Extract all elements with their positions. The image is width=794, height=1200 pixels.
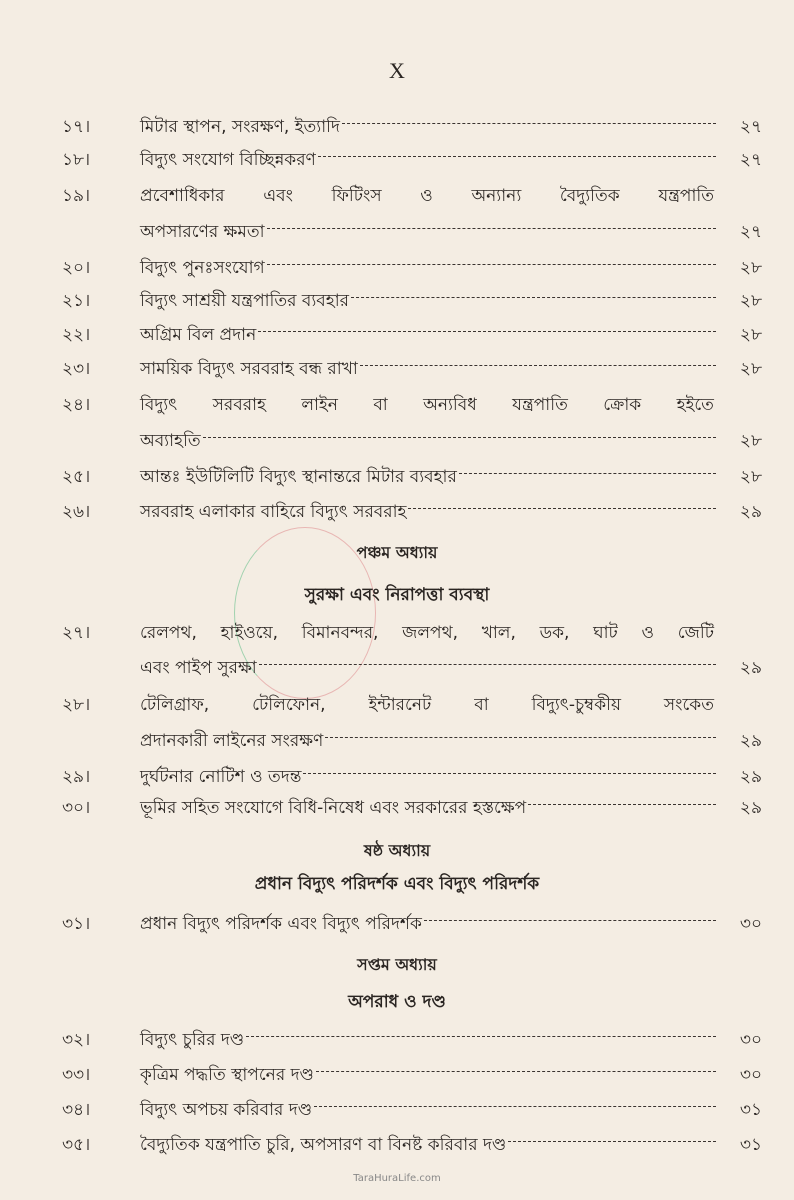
entry-word: ও [420, 186, 433, 206]
entry-number: ১৯। [62, 186, 91, 206]
dotted-leader [528, 804, 716, 805]
entry-title-text: বিদ্যুৎ অপচয় করিবার দণ্ড [140, 1100, 313, 1120]
entry-page-number: ২৯ [739, 502, 762, 522]
entry-word: অন্যান্য [471, 186, 522, 206]
entry-title-text: কৃত্রিম পদ্ধতি স্থাপনের দণ্ড [140, 1065, 314, 1085]
entry-word: রেলপথ, [140, 623, 197, 643]
entry-title [140, 388, 714, 422]
entry-title [140, 352, 762, 386]
dotted-leader [424, 920, 716, 921]
entry-word: টেলিগ্রাফ, [140, 695, 210, 715]
entry-page-number: ২৮ [739, 431, 762, 451]
dotted-leader [360, 365, 716, 366]
entry-title-text: বিদ্যুৎ পুনঃসংযোগ [140, 258, 265, 278]
entry-title [140, 179, 714, 213]
toc-entry [0, 1093, 794, 1127]
dotted-leader [303, 773, 716, 774]
entry-word: বিমানবন্দর, [301, 623, 379, 643]
entry-title [140, 495, 762, 529]
entry-word: বিদ্যুৎ [140, 395, 178, 415]
entry-title [140, 791, 762, 825]
dotted-leader [318, 156, 716, 157]
entry-word: বা [474, 695, 489, 715]
entry-word: ও [641, 623, 655, 643]
dotted-leader [259, 664, 716, 665]
entry-word: ফিটিংস [331, 186, 382, 206]
entry-page-number: ৩১ [739, 1100, 762, 1120]
entry-word: প্রবেশাধিকার [140, 186, 225, 206]
entry-title [140, 318, 762, 352]
entry-title-text: অপসারণের ক্ষমতা [140, 222, 265, 242]
entry-title-text: বৈদ্যুতিক যন্ত্রপাতি চুরি, অপসারণ বা বিনষ্ট করিবার দণ্ড [140, 1135, 507, 1155]
entry-word: সরবরাহ [212, 395, 266, 415]
entry-title-text: এবং পাইপ সুরক্ষা [140, 658, 257, 678]
dotted-leader [408, 508, 716, 509]
entry-page-number: ২৭ [739, 117, 762, 137]
entry-number: ১৮। [62, 150, 91, 170]
entry-number: ৩০। [62, 798, 91, 818]
entry-word: ঘাট [593, 623, 618, 643]
entry-title [140, 251, 762, 285]
entry-title [140, 424, 762, 458]
entry-title-text: অগ্রিম বিল প্রদান [140, 325, 257, 345]
entry-number: ৩২। [62, 1030, 91, 1050]
entry-number: ২১। [62, 291, 91, 311]
dotted-leader [246, 1036, 716, 1037]
chapter-heading: ষষ্ঠ অধ্যায় [363, 841, 431, 860]
entry-page-number: ২৮ [739, 258, 762, 278]
toc-entry [0, 284, 794, 318]
entry-title [140, 1128, 762, 1162]
entry-title-text: প্রধান বিদ্যুৎ পরিদর্শক এবং বিদ্যুৎ পরিদর্শক [140, 914, 422, 934]
entry-word: বিদ্যুৎ-চুম্বকীয় [531, 695, 621, 715]
dotted-leader [314, 1106, 716, 1107]
toc-entry [0, 110, 794, 144]
dotted-leader [203, 437, 716, 438]
entry-word: যন্ত্রপাতি [512, 395, 568, 415]
dotted-leader [258, 331, 716, 332]
toc-entry-continuation [0, 215, 794, 249]
entry-title-text: প্রদানকারী লাইনের সংরক্ষণ [140, 731, 324, 751]
entry-title-text: মিটার স্থাপন, সংরক্ষণ, ইত্যাদি [140, 117, 340, 137]
entry-word: হাইওয়ে, [220, 623, 279, 643]
entry-number: ৩১। [62, 914, 91, 934]
chapter-heading: পঞ্চম অধ্যায় [356, 543, 438, 562]
entry-page-number: ২৯ [739, 767, 762, 787]
entry-title [140, 460, 762, 494]
entry-title-text: বিদ্যুৎ সাশ্রয়ী যন্ত্রপাতির ব্যবহার [140, 291, 349, 311]
entry-title [140, 724, 762, 758]
toc-entry-continuation [0, 651, 794, 685]
toc-entry [0, 907, 794, 941]
entry-word: ক্রোক [603, 395, 642, 415]
entry-title [140, 215, 762, 249]
entry-word: ডক, [539, 623, 570, 643]
entry-title [140, 907, 762, 941]
entry-page-number: ২৯ [739, 658, 762, 678]
dotted-leader [508, 1141, 716, 1142]
entry-word: ইন্টারনেট [368, 695, 432, 715]
entry-word: খাল, [481, 623, 516, 643]
toc-entry-continuation [0, 424, 794, 458]
entry-number: ১৭। [62, 117, 91, 137]
entry-title [140, 760, 762, 794]
entry-title [140, 143, 762, 177]
entry-number: ২৬। [62, 502, 91, 522]
entry-title [140, 284, 762, 318]
toc-entry [0, 760, 794, 794]
entry-title [140, 616, 714, 650]
entry-title [140, 1058, 762, 1092]
entry-page-number: ৩০ [739, 1065, 762, 1085]
toc-entry [0, 1023, 794, 1057]
toc-entry [0, 388, 794, 422]
toc-entry [0, 791, 794, 825]
dotted-leader [351, 297, 716, 298]
entry-page-number: ২৮ [739, 467, 762, 487]
chapter-heading: সপ্তম অধ্যায় [357, 955, 437, 974]
entry-number: ২৯। [62, 767, 91, 787]
entry-word: লাইন [301, 395, 338, 415]
entry-title-text: অব্যাহতি [140, 431, 201, 451]
chapter-title: প্রধান বিদ্যুৎ পরিদর্শক এবং বিদ্যুৎ পরিদর্শক [254, 874, 540, 894]
toc-entry [0, 495, 794, 529]
entry-number: ২৪। [62, 395, 91, 415]
entry-number: ২০। [62, 258, 91, 278]
entry-word: এবং [263, 186, 293, 206]
entry-page-number: ২৮ [739, 359, 762, 379]
toc-entry [0, 1128, 794, 1162]
toc-entry [0, 352, 794, 386]
toc-entry [0, 460, 794, 494]
entry-title [140, 110, 762, 144]
entry-page-number: ২৯ [739, 798, 762, 818]
toc-entry [0, 179, 794, 213]
entry-number: ২৭। [62, 623, 91, 643]
entry-title-text: সাময়িক বিদ্যুৎ সরবরাহ বন্ধ রাখা [140, 359, 358, 379]
entry-page-number: ২৮ [739, 325, 762, 345]
toc-entry [0, 143, 794, 177]
entry-number: ৩৪। [62, 1100, 91, 1120]
entry-word: জেটি [677, 623, 714, 643]
page-number: X [389, 58, 405, 83]
entry-title-text: ভূমির সহিত সংযোগে বিধি-নিষেধ এবং সরকারের হস্তক্ষেপ [140, 798, 527, 818]
toc-entry [0, 616, 794, 650]
entry-page-number: ৩১ [739, 1135, 762, 1155]
entry-word: অন্যবিধ [423, 395, 477, 415]
entry-title-text: বিদ্যুৎ সংযোগ বিচ্ছিন্নকরণ [140, 150, 316, 170]
entry-number: ২২। [62, 325, 91, 345]
watermark-text: TaraHuraLife.com [353, 1173, 441, 1184]
chapter-title: সুরক্ষা এবং নিরাপত্তা ব্যবস্থা [304, 585, 490, 605]
entry-page-number: ২৯ [739, 731, 762, 751]
entry-page-number: ৩০ [739, 1030, 762, 1050]
entry-page-number: ২৮ [739, 291, 762, 311]
entry-word: যন্ত্রপাতি [658, 186, 714, 206]
entry-word: হইতে [676, 395, 714, 415]
entry-word: টেলিফোন, [252, 695, 326, 715]
toc-entry [0, 318, 794, 352]
entry-page-number: ২৭ [739, 222, 762, 242]
entry-title [140, 688, 714, 722]
entry-word: বৈদ্যুতিক [559, 186, 620, 206]
dotted-leader [325, 737, 716, 738]
entry-title [140, 1093, 762, 1127]
dotted-leader [316, 1071, 716, 1072]
entry-title [140, 1023, 762, 1057]
entry-number: ৩৫। [62, 1135, 91, 1155]
entry-number: ২৫। [62, 467, 91, 487]
entry-title-text: সরবরাহ এলাকার বাহিরে বিদ্যুৎ সরবরাহ [140, 502, 407, 522]
toc-entry-continuation [0, 724, 794, 758]
entry-page-number: ২৭ [739, 150, 762, 170]
entry-page-number: ৩০ [739, 914, 762, 934]
entry-title [140, 651, 762, 685]
entry-number: ৩৩। [62, 1065, 91, 1085]
dotted-leader [267, 228, 716, 229]
entry-number: ২৮। [62, 695, 91, 715]
entry-word: জলপথ, [402, 623, 458, 643]
entry-word: বা [373, 395, 388, 415]
entry-number: ২৩। [62, 359, 91, 379]
entry-title-text: দুর্ঘটনার নোটিশ ও তদন্ত [140, 767, 302, 787]
toc-entry [0, 251, 794, 285]
dotted-leader [267, 264, 716, 265]
entry-title-text: বিদ্যুৎ চুরির দণ্ড [140, 1030, 245, 1050]
toc-entry [0, 1058, 794, 1092]
chapter-title: অপরাধ ও দণ্ড [348, 992, 446, 1012]
dotted-leader [342, 123, 716, 124]
entry-title-text: আন্তঃ ইউটিলিটি বিদ্যুৎ স্থানান্তরে মিটার ব্যবহার [140, 467, 457, 487]
toc-entry [0, 688, 794, 722]
dotted-leader [459, 473, 716, 474]
entry-word: সংকেত [663, 695, 714, 715]
